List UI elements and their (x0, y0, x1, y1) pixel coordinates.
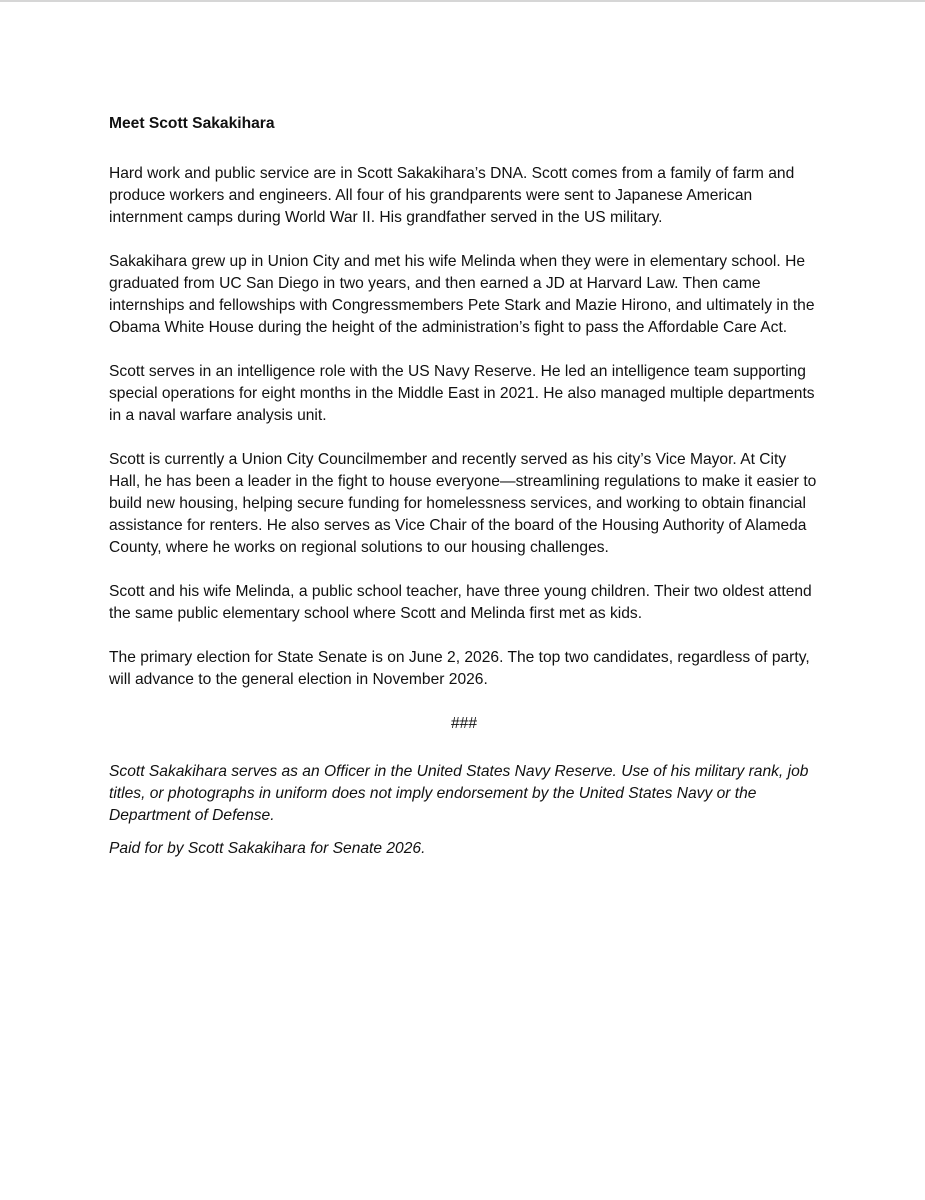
paid-for-notice: Paid for by Scott Sakakihara for Senate 2026. (109, 840, 426, 857)
paragraph-election: The primary election for State Senate is on June 2, 2026. The top two candidates, regardless of party, will advance to the general election in November 2026. (109, 649, 810, 688)
military-disclaimer: Scott Sakakihara serves as an Officer in the United States Navy Reserve. Use of his military rank, job titles, or photographs in uniform does not imply endorsement by the United States Navy or the Department of Defense. (109, 763, 809, 824)
paragraph-heritage: Hard work and public service are in Scott Sakakihara’s DNA. Scott comes from a family of farm and produce workers and engineers. All four of his grandparents were sent to Japanese American internment camps during World War II. His grandfather served in the US military. (109, 165, 795, 226)
document-page (109, 113, 819, 860)
paragraph-navy-service: Scott serves in an intelligence role with the US Navy Reserve. He led an intelligence team supporting special operations for eight months in the Middle East in 2021. He also managed multiple departments in a naval warfare analysis unit. (109, 363, 815, 424)
paragraph-family: Scott and his wife Melinda, a public school teacher, have three young children. Their two oldest attend the same public elementary school where Scott and Melinda first met as kids. (109, 583, 812, 622)
section-separator: ### (450, 715, 478, 732)
page-top-border (0, 0, 925, 2)
paragraph-city-council: Scott is currently a Union City Councilmember and recently served as his city’s Vice Mayor. At City Hall, he has been a leader in the fight to house everyone—streamlining regulations to make it easier to build new housing, helping secure funding for homelessness services, and working to obtain financial assistance for renters. He also serves as Vice Chair of the board of the Housing Authority of Alameda County, where he works on regional solutions to our housing challenges. (109, 451, 817, 556)
paragraph-education: Sakakihara grew up in Union City and met his wife Melinda when they were in elementary school. He graduated from UC San Diego in two years, and then earned a JD at Harvard Law. Then came internships and fellowships with Congressmembers Pete Stark and Mazie Hirono, and ultimately in the Obama White House during the height of the administration’s fight to pass the Affordable Care Act. (109, 253, 815, 336)
document-title: Meet Scott Sakakihara (109, 115, 275, 132)
